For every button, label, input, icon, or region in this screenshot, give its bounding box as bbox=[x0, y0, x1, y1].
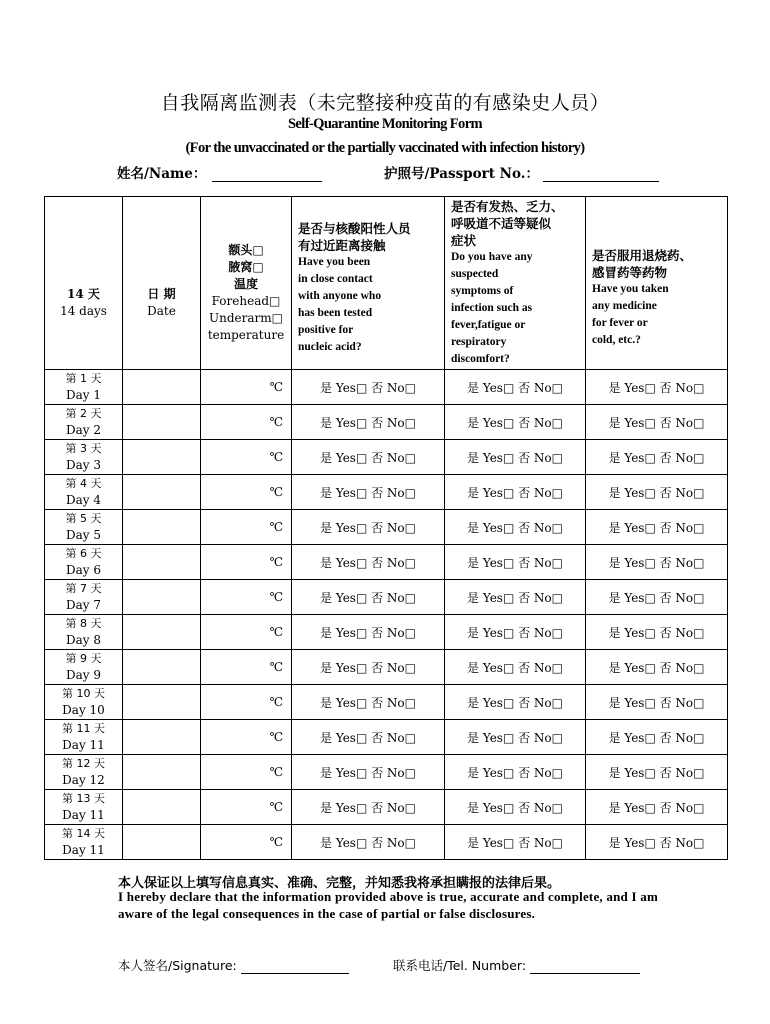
yes-no-checkboxes[interactable]: 是 Yes□ 否 No□ bbox=[608, 415, 705, 430]
yes-no-checkboxes[interactable]: 是 Yes□ 否 No□ bbox=[608, 765, 705, 780]
day-label-cell bbox=[45, 650, 123, 685]
yes-no-checkboxes[interactable]: 是 Yes□ 否 No□ bbox=[467, 520, 563, 535]
medicine-yes-no-cell[interactable] bbox=[586, 580, 728, 615]
tel-field[interactable] bbox=[393, 956, 640, 974]
temperature-cell[interactable] bbox=[201, 720, 292, 755]
yes-no-checkboxes[interactable]: 是 Yes□ 否 No□ bbox=[320, 520, 416, 535]
close-contact-yes-no-cell[interactable] bbox=[292, 720, 445, 755]
declaration-english: I hereby declare that the information provided above is true, accurate and complete, and I am aware of the legal consequences in the case of partial or false disclosures. bbox=[118, 889, 658, 921]
temperature-cell[interactable] bbox=[201, 615, 292, 650]
signature-blank[interactable] bbox=[241, 959, 349, 974]
symptoms-yes-no-cell[interactable] bbox=[445, 755, 586, 790]
medicine-yes-no-cell[interactable] bbox=[586, 405, 728, 440]
yes-no-checkboxes[interactable]: 是 Yes□ 否 No□ bbox=[608, 555, 705, 570]
temperature-cell[interactable] bbox=[201, 475, 292, 510]
symptoms-yes-no-cell[interactable] bbox=[445, 685, 586, 720]
temperature-cell[interactable] bbox=[201, 685, 292, 720]
date-cell[interactable] bbox=[123, 825, 201, 860]
table-row bbox=[45, 790, 728, 825]
celsius-unit: ℃ bbox=[269, 555, 283, 569]
close-contact-yes-no-cell[interactable] bbox=[292, 615, 445, 650]
yes-no-checkboxes[interactable]: 是 Yes□ 否 No□ bbox=[467, 800, 563, 815]
close-contact-yes-no-cell[interactable] bbox=[292, 755, 445, 790]
date-cell[interactable] bbox=[123, 545, 201, 580]
day-label-cn: 第 6 天 bbox=[65, 547, 102, 560]
form-title-english: Self-Quarantine Monitoring Form bbox=[287, 116, 483, 132]
temperature-cell[interactable] bbox=[201, 545, 292, 580]
yes-no-checkboxes[interactable]: 是 Yes□ 否 No□ bbox=[467, 415, 563, 430]
medicine-yes-no-cell[interactable] bbox=[586, 615, 728, 650]
yes-no-checkboxes[interactable]: 是 Yes□ 否 No□ bbox=[320, 730, 416, 745]
yes-no-checkboxes[interactable]: 是 Yes□ 否 No□ bbox=[320, 660, 416, 675]
symptoms-yes-no-cell[interactable] bbox=[445, 790, 586, 825]
yes-no-checkboxes[interactable]: 是 Yes□ 否 No□ bbox=[320, 415, 416, 430]
yes-no-checkboxes[interactable]: 是 Yes□ 否 No□ bbox=[467, 450, 563, 465]
yes-no-checkboxes[interactable]: 是 Yes□ 否 No□ bbox=[320, 555, 416, 570]
symptoms-yes-no-cell[interactable] bbox=[445, 475, 586, 510]
celsius-unit: ℃ bbox=[269, 625, 283, 639]
temperature-cell[interactable] bbox=[201, 650, 292, 685]
day-label-en: Day 12 bbox=[62, 773, 105, 787]
monitoring-table bbox=[44, 196, 728, 860]
day-label-cell bbox=[45, 755, 123, 790]
day-label-cn: 第 10 天 bbox=[62, 687, 105, 700]
yes-no-checkboxes[interactable]: 是 Yes□ 否 No□ bbox=[320, 590, 416, 605]
date-cell[interactable] bbox=[123, 510, 201, 545]
day-label-cell bbox=[45, 685, 123, 720]
name-blank[interactable] bbox=[212, 167, 322, 182]
temperature-cell[interactable] bbox=[201, 370, 292, 405]
yes-no-checkboxes[interactable]: 是 Yes□ 否 No□ bbox=[608, 450, 705, 465]
yes-no-checkboxes[interactable]: 是 Yes□ 否 No□ bbox=[320, 835, 416, 850]
yes-no-checkboxes[interactable]: 是 Yes□ 否 No□ bbox=[467, 380, 563, 395]
temperature-cell[interactable] bbox=[201, 825, 292, 860]
celsius-unit: ℃ bbox=[269, 660, 283, 674]
day-label-cell bbox=[45, 545, 123, 580]
yes-no-checkboxes[interactable]: 是 Yes□ 否 No□ bbox=[467, 625, 563, 640]
date-cell[interactable] bbox=[123, 650, 201, 685]
symptoms-yes-no-cell[interactable] bbox=[445, 370, 586, 405]
day-label-cn: 第 9 天 bbox=[65, 652, 102, 665]
table-row bbox=[45, 580, 728, 615]
table-row bbox=[45, 440, 728, 475]
yes-no-checkboxes[interactable]: 是 Yes□ 否 No□ bbox=[320, 695, 416, 710]
yes-no-checkboxes[interactable]: 是 Yes□ 否 No□ bbox=[467, 485, 563, 500]
temperature-cell[interactable] bbox=[201, 440, 292, 475]
temperature-cell[interactable] bbox=[201, 790, 292, 825]
day-label-cell bbox=[45, 370, 123, 405]
signature-field[interactable] bbox=[118, 956, 349, 974]
table-row bbox=[45, 615, 728, 650]
medicine-yes-no-cell[interactable] bbox=[586, 685, 728, 720]
date-cell[interactable] bbox=[123, 685, 201, 720]
yes-no-checkboxes[interactable]: 是 Yes□ 否 No□ bbox=[608, 625, 705, 640]
header-temperature: 额头□ 腋窝□ 温度 Forehead□ Underarm□ temperature bbox=[201, 197, 292, 370]
yes-no-checkboxes[interactable]: 是 Yes□ 否 No□ bbox=[320, 380, 416, 395]
celsius-unit: ℃ bbox=[269, 800, 283, 814]
symptoms-yes-no-cell[interactable] bbox=[445, 510, 586, 545]
yes-no-checkboxes[interactable]: 是 Yes□ 否 No□ bbox=[608, 730, 705, 745]
yes-no-checkboxes[interactable]: 是 Yes□ 否 No□ bbox=[467, 660, 563, 675]
yes-no-checkboxes[interactable]: 是 Yes□ 否 No□ bbox=[467, 590, 563, 605]
passport-blank[interactable] bbox=[543, 167, 659, 182]
symptoms-yes-no-cell[interactable] bbox=[445, 545, 586, 580]
celsius-unit: ℃ bbox=[269, 380, 283, 394]
medicine-yes-no-cell[interactable] bbox=[586, 790, 728, 825]
yes-no-checkboxes[interactable]: 是 Yes□ 否 No□ bbox=[320, 485, 416, 500]
medicine-yes-no-cell[interactable] bbox=[586, 510, 728, 545]
medicine-yes-no-cell[interactable] bbox=[586, 825, 728, 860]
close-contact-yes-no-cell[interactable] bbox=[292, 405, 445, 440]
day-label-en: Day 11 bbox=[62, 738, 105, 752]
yes-no-checkboxes[interactable]: 是 Yes□ 否 No□ bbox=[467, 835, 563, 850]
date-cell[interactable] bbox=[123, 405, 201, 440]
table-row bbox=[45, 720, 728, 755]
medicine-yes-no-cell[interactable] bbox=[586, 475, 728, 510]
medicine-yes-no-cell[interactable] bbox=[586, 650, 728, 685]
temperature-cell[interactable] bbox=[201, 510, 292, 545]
date-cell[interactable] bbox=[123, 580, 201, 615]
close-contact-yes-no-cell[interactable] bbox=[292, 685, 445, 720]
close-contact-yes-no-cell[interactable] bbox=[292, 370, 445, 405]
declaration-chinese: 本人保证以上填写信息真实、准确、完整，并知悉我将承担瞒报的法律后果。 bbox=[118, 876, 561, 891]
day-label-cn: 第 8 天 bbox=[65, 617, 102, 630]
celsius-unit: ℃ bbox=[269, 485, 283, 499]
signature-label: 本人签名/Signature: bbox=[118, 958, 237, 973]
day-label-en: Day 6 bbox=[65, 563, 101, 577]
day-label-cn: 第 2 天 bbox=[65, 407, 102, 420]
medicine-yes-no-cell[interactable] bbox=[586, 755, 728, 790]
day-label-cn: 第 13 天 bbox=[62, 792, 105, 805]
symptoms-yes-no-cell[interactable] bbox=[445, 440, 586, 475]
table-header-row bbox=[45, 197, 728, 370]
symptoms-yes-no-cell[interactable] bbox=[445, 720, 586, 755]
day-label-cn: 第 3 天 bbox=[65, 442, 102, 455]
date-cell[interactable] bbox=[123, 755, 201, 790]
form-title-chinese: 自我隔离监测表（未完整接种疫苗的有感染史人员） bbox=[160, 92, 610, 114]
date-cell[interactable] bbox=[123, 790, 201, 825]
close-contact-yes-no-cell[interactable] bbox=[292, 475, 445, 510]
yes-no-checkboxes[interactable]: 是 Yes□ 否 No□ bbox=[608, 835, 705, 850]
day-label-cell bbox=[45, 825, 123, 860]
day-label-cn: 第 1 天 bbox=[65, 372, 102, 385]
day-label-cell bbox=[45, 615, 123, 650]
table-row bbox=[45, 370, 728, 405]
yes-no-checkboxes[interactable]: 是 Yes□ 否 No□ bbox=[608, 380, 705, 395]
close-contact-yes-no-cell[interactable] bbox=[292, 825, 445, 860]
temperature-cell[interactable] bbox=[201, 755, 292, 790]
day-label-cell bbox=[45, 405, 123, 440]
close-contact-yes-no-cell[interactable] bbox=[292, 545, 445, 580]
form-subtitle-english: (For the unvaccinated or the partially vaccinated with infection history) bbox=[185, 140, 585, 156]
day-label-en: Day 2 bbox=[65, 423, 101, 437]
symptoms-yes-no-cell[interactable] bbox=[445, 615, 586, 650]
date-cell[interactable] bbox=[123, 615, 201, 650]
celsius-unit: ℃ bbox=[269, 695, 283, 709]
name-field[interactable] bbox=[117, 162, 322, 182]
yes-no-checkboxes[interactable]: 是 Yes□ 否 No□ bbox=[608, 590, 705, 605]
close-contact-yes-no-cell[interactable] bbox=[292, 650, 445, 685]
passport-label: 护照号/Passport No.： bbox=[384, 166, 539, 182]
day-label-cn: 第 11 天 bbox=[62, 722, 105, 735]
day-label-en: Day 9 bbox=[65, 668, 101, 682]
day-label-cn: 第 5 天 bbox=[65, 512, 102, 525]
day-label-en: Day 5 bbox=[65, 528, 101, 542]
yes-no-checkboxes[interactable]: 是 Yes□ 否 No□ bbox=[608, 485, 705, 500]
date-cell[interactable] bbox=[123, 720, 201, 755]
name-label: 姓名/Name： bbox=[117, 166, 207, 182]
yes-no-checkboxes[interactable]: 是 Yes□ 否 No□ bbox=[608, 660, 705, 675]
symptoms-yes-no-cell[interactable] bbox=[445, 405, 586, 440]
header-symptoms: 是否有发热、乏力、 呼吸道不适等疑似 症状 Do you have any suspected symptoms of infection such as fever,fatigue or respiratory discomfort? bbox=[445, 197, 586, 370]
table-row bbox=[45, 650, 728, 685]
celsius-unit: ℃ bbox=[269, 520, 283, 534]
header-medicine: 是否服用退烧药、 感冒药等药物 Have you taken any medicine for fever or cold, etc.? bbox=[586, 197, 728, 370]
symptoms-yes-no-cell[interactable] bbox=[445, 580, 586, 615]
day-label-cn: 第 12 天 bbox=[62, 757, 105, 770]
day-label-en: Day 4 bbox=[65, 493, 101, 507]
celsius-unit: ℃ bbox=[269, 415, 283, 429]
close-contact-yes-no-cell[interactable] bbox=[292, 790, 445, 825]
table-row bbox=[45, 510, 728, 545]
symptoms-yes-no-cell[interactable] bbox=[445, 650, 586, 685]
passport-field[interactable] bbox=[384, 162, 659, 182]
day-label-cell bbox=[45, 510, 123, 545]
close-contact-yes-no-cell[interactable] bbox=[292, 580, 445, 615]
yes-no-checkboxes[interactable]: 是 Yes□ 否 No□ bbox=[608, 695, 705, 710]
medicine-yes-no-cell[interactable] bbox=[586, 440, 728, 475]
yes-no-checkboxes[interactable]: 是 Yes□ 否 No□ bbox=[467, 695, 563, 710]
tel-label: 联系电话/Tel. Number: bbox=[393, 958, 527, 973]
close-contact-yes-no-cell[interactable] bbox=[292, 510, 445, 545]
temperature-cell[interactable] bbox=[201, 580, 292, 615]
temperature-cell[interactable] bbox=[201, 405, 292, 440]
day-label-en: Day 7 bbox=[65, 598, 101, 612]
day-label-en: Day 1 bbox=[65, 388, 101, 402]
celsius-unit: ℃ bbox=[269, 765, 283, 779]
header-close-contact: 是否与核酸阳性人员 有过近距离接触 Have you been in close contact with anyone who has been tested positive for nucleic acid? bbox=[292, 197, 445, 370]
day-label-cn: 第 4 天 bbox=[65, 477, 102, 490]
celsius-unit: ℃ bbox=[269, 590, 283, 604]
table-row bbox=[45, 825, 728, 860]
medicine-yes-no-cell[interactable] bbox=[586, 545, 728, 580]
day-label-en: Day 8 bbox=[65, 633, 101, 647]
yes-no-checkboxes[interactable]: 是 Yes□ 否 No□ bbox=[320, 450, 416, 465]
yes-no-checkboxes[interactable]: 是 Yes□ 否 No□ bbox=[608, 520, 705, 535]
table-row bbox=[45, 475, 728, 510]
day-label-cn: 第 7 天 bbox=[65, 582, 102, 595]
tel-blank[interactable] bbox=[530, 959, 640, 974]
day-label-en: Day 11 bbox=[62, 808, 105, 822]
header-date: 日 期 Date bbox=[123, 197, 201, 370]
table-row bbox=[45, 685, 728, 720]
celsius-unit: ℃ bbox=[269, 730, 283, 744]
symptoms-yes-no-cell[interactable] bbox=[445, 825, 586, 860]
medicine-yes-no-cell[interactable] bbox=[586, 370, 728, 405]
close-contact-yes-no-cell[interactable] bbox=[292, 440, 445, 475]
date-cell[interactable] bbox=[123, 475, 201, 510]
yes-no-checkboxes[interactable]: 是 Yes□ 否 No□ bbox=[320, 800, 416, 815]
day-label-cell bbox=[45, 440, 123, 475]
medicine-yes-no-cell[interactable] bbox=[586, 720, 728, 755]
table-row bbox=[45, 755, 728, 790]
day-label-cell bbox=[45, 580, 123, 615]
table-row bbox=[45, 545, 728, 580]
yes-no-checkboxes[interactable]: 是 Yes□ 否 No□ bbox=[467, 765, 563, 780]
yes-no-checkboxes[interactable]: 是 Yes□ 否 No□ bbox=[467, 555, 563, 570]
day-label-en: Day 11 bbox=[62, 843, 105, 857]
day-label-cn: 第 14 天 bbox=[62, 827, 105, 840]
day-label-en: Day 3 bbox=[65, 458, 101, 472]
day-label-cell bbox=[45, 720, 123, 755]
celsius-unit: ℃ bbox=[269, 450, 283, 464]
day-label-cell bbox=[45, 475, 123, 510]
table-row bbox=[45, 405, 728, 440]
yes-no-checkboxes[interactable]: 是 Yes□ 否 No□ bbox=[320, 765, 416, 780]
date-cell[interactable] bbox=[123, 370, 201, 405]
header-days: 14 天 14 days bbox=[45, 197, 123, 370]
yes-no-checkboxes[interactable]: 是 Yes□ 否 No□ bbox=[608, 800, 705, 815]
celsius-unit: ℃ bbox=[269, 835, 283, 849]
yes-no-checkboxes[interactable]: 是 Yes□ 否 No□ bbox=[320, 625, 416, 640]
date-cell[interactable] bbox=[123, 440, 201, 475]
yes-no-checkboxes[interactable]: 是 Yes□ 否 No□ bbox=[467, 730, 563, 745]
day-label-cell bbox=[45, 790, 123, 825]
day-label-en: Day 10 bbox=[62, 703, 105, 717]
